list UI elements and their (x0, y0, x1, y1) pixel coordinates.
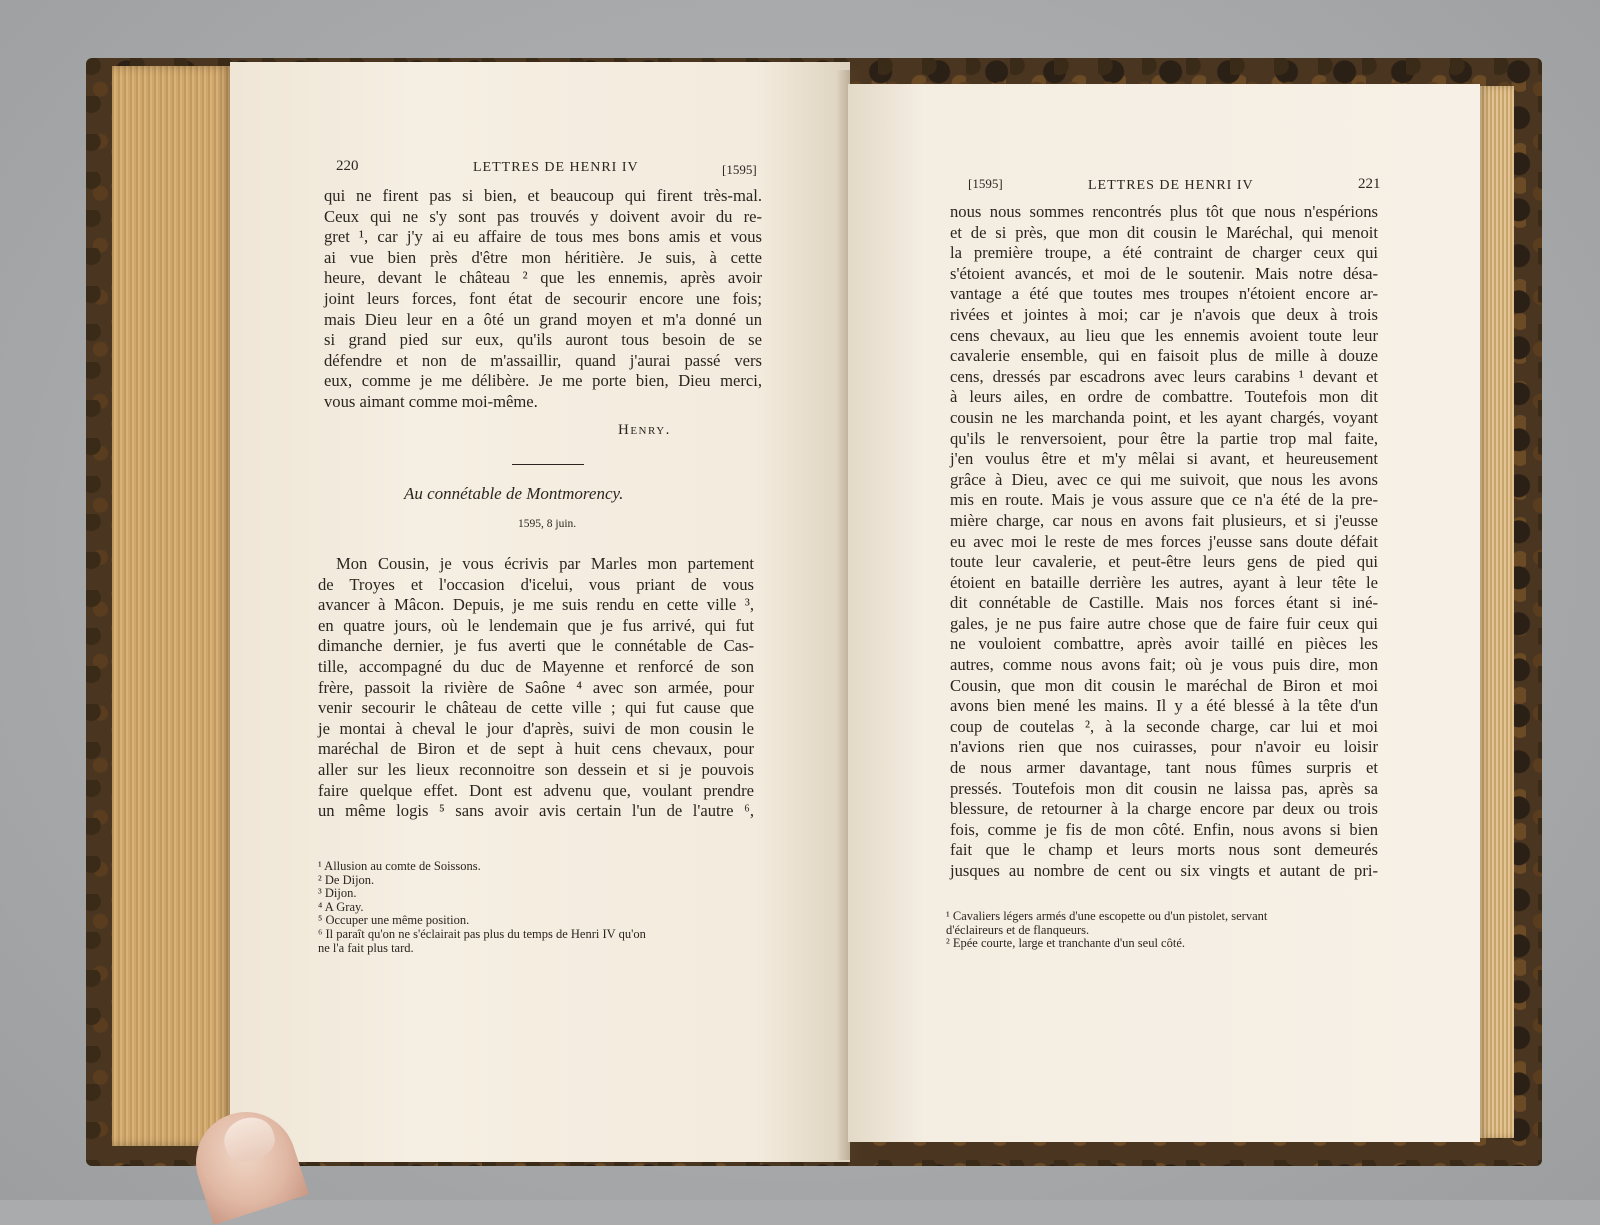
running-head: LETTRES DE HENRI IV (473, 160, 639, 175)
year-bracket: [1595] (722, 162, 757, 177)
text-line: toute leur cavalerie, et peut-être leurs gens de pied qui (950, 552, 1378, 572)
text-line: fait que le champ et leurs morts nous sont demeurés (950, 840, 1378, 860)
text-line: gales, je ne pus faire autre chose que de faire fuir ceux qui (950, 613, 1378, 633)
text-line: eux, comme je me délibère. Je me porte bien, Dieu merci, (324, 371, 762, 391)
footnote: ⁶ Il paraît qu'on ne s'éclairait pas plus du temps de Henri IV qu'on (318, 926, 646, 941)
text-line: mière charge, car nous en avons fait plusieurs, et si j'eusse (950, 510, 1378, 530)
text-line: qu'ils le renversoient, pour être la partie trop mal faite, (950, 428, 1378, 448)
text-line: s'étoient avancés, et moi de le soutenir. Mais notre désa- (950, 263, 1378, 283)
footnote: ³ Dijon. (318, 886, 357, 901)
text-line: nous nous sommes rencontrés plus tôt que nous n'espérions (950, 202, 1378, 221)
text-line: avancer à Mâcon. Depuis, je me suis rendu en cette ville ³, (318, 595, 754, 615)
text-line: aller sur les lieux reconnoitre son dessein et si je pouvois (318, 759, 754, 779)
page-number: 220 (336, 158, 359, 174)
right-page-block-edge (1478, 86, 1514, 1138)
text-line: coup de coutelas ², à la seconde charge, car lui et moi (950, 716, 1378, 736)
page-number: 221 (1358, 176, 1381, 192)
text-line: fois, comme je fis de mon côté. Enfin, nous avons si bien (950, 819, 1378, 839)
text-line: et de si près, que mon dit cousin le Maréchal, qui menoit (950, 222, 1378, 242)
footnote: ² De Dijon. (318, 872, 375, 887)
text-line: jusques au nombre de cent ou six vingts et autant de pri- (950, 861, 1378, 880)
letter-date: 1595, 8 juin. (518, 518, 577, 530)
text-line: la première troupe, a été contraint de charger ceux qui (950, 243, 1378, 263)
footnotes (318, 860, 758, 955)
text-line: joint leurs forces, font état de secourir encore une fois; (324, 288, 762, 308)
text-line: ai vue bien près d'être mon héritière. Je suis, à cette (324, 247, 762, 267)
text-line: en quatre jours, où le lendemain que je fus arrivé, qui fut (318, 615, 754, 635)
text-line: défendre et non de m'assaillir, quand j'aurai passé vers (324, 350, 762, 370)
text-line: j'en voulus être et m'y mêlai si avant, et heureusement (950, 449, 1378, 469)
footnote: ⁵ Occuper une même position. (318, 913, 470, 928)
footnote: d'éclaireurs et de flanqueurs. (946, 922, 1090, 937)
right-page (848, 84, 1480, 1142)
text-line: pressés. Toutefois mon dit cousin ne laissa pas, après sa (950, 778, 1378, 798)
text-line: à leurs ailes, en ordre de combattre. Toutefois mon dit (950, 387, 1378, 407)
text-line: un même logis ⁵ sans avoir avis certain l'un de l'autre ⁶, (318, 801, 754, 821)
footnote: ¹ Cavaliers légers armés d'une escopette ou d'un pistolet, servant (946, 909, 1268, 923)
text-line: avons bien mené les mains. Il y a été blessé à la tête d'un (950, 696, 1378, 716)
letter-ending-text (324, 186, 762, 413)
footnote: ² Epée courte, large et tranchante d'un seul côté. (946, 936, 1185, 951)
signature: Henry. (618, 422, 671, 438)
text-line: maréchal de Biron et de sept à huit cens chevaux, pour (318, 739, 754, 759)
text-line: ne vouloient combattre, après avoir taillé en pièces les (950, 634, 1378, 654)
text-line: si grand pied sur eux, qu'ils auront tous besoin de se (324, 330, 762, 350)
text-line: n'avions rien que nos cuirasses, pour n'avoir eu loisir (950, 737, 1378, 757)
text-line: faire quelque effet. Dont est advenu que, voulant prendre (318, 780, 754, 800)
text-line: gret ¹, car j'y ai eu affaire de tous mes bons amis et vous (324, 227, 762, 247)
footnote: ne l'a fait plus tard. (318, 940, 414, 955)
footnotes (946, 910, 1378, 951)
text-line: autres, comme nous avons fait; où je vous puis dire, mon (950, 655, 1378, 675)
text-line: Cousin, que mon dit cousin le maréchal de Biron et moi (950, 675, 1378, 695)
text-line: vous aimant comme moi-même. (324, 391, 538, 411)
text-line: tille, accompagné du duc de Mayenne et renforcé de son (318, 656, 754, 676)
text-line: vantage a été que toutes mes troupes n'étoient encore ar- (950, 284, 1378, 304)
text-line: de nous armer davantage, tant nous fûmes surpris et (950, 758, 1378, 778)
text-line: cens chevaux, au lieu que les ennemis avoient toute leur (950, 325, 1378, 345)
letter-heading: Au connétable de Montmorency. (404, 484, 624, 503)
text-line: étoient en bataille derrière les autres, ayant à leur tête le (950, 572, 1378, 592)
text-line: mais Dieu leur en a ôté un grand moyen et m'a donné un (324, 309, 762, 329)
running-head: LETTRES DE HENRI IV (1088, 178, 1254, 193)
text-line: Ceux qui ne s'y sont pas trouvés y doivent avoir du re- (324, 206, 762, 226)
left-page-block-edge (112, 66, 232, 1146)
text-line: eu avec moi le reste de mes forces j'eusse sans doute défait (950, 531, 1378, 551)
year-bracket: [1595] (968, 176, 1003, 191)
text-line: mis en route. Mais je vous assure que ce n'a été de la pre- (950, 490, 1378, 510)
text-line: blessure, de retourner à la charge encore par deux ou trois (950, 799, 1378, 819)
text-line: cousin ne les marchanda point, et les ayant chargés, voyant (950, 407, 1378, 427)
footnote: ⁴ A Gray. (318, 899, 364, 914)
text-line: heure, devant le château ² que les ennemis, après avoir (324, 268, 762, 288)
text-line: rivées et jointes à moi; car je n'avois que deux à trois (950, 304, 1378, 324)
text-line: de Troyes et l'occasion d'icelui, vous priant de vous (318, 574, 754, 594)
text-line: Mon Cousin, je vous écrivis par Marles mon partement (336, 554, 754, 573)
text-line: dimanche dernier, je fus averti que le connétable de Cas- (318, 636, 754, 656)
text-line: grâce à Dieu, avec ce qui me suivoit, que nous les avons (950, 469, 1378, 489)
letter-body-text (318, 554, 754, 822)
letter-body-text (950, 202, 1378, 882)
text-line: cens, dressés par escadrons avec leurs carabins ¹ devant et (950, 366, 1378, 386)
section-divider (512, 464, 584, 465)
text-line: je montai à cheval le jour d'après, suivi de mon cousin le (318, 718, 754, 738)
text-line: frère, passoit la rivière de Saône ⁴ avec son armée, pour (318, 677, 754, 697)
text-line: dit connétable de Castille. Mais nos forces étant si iné- (950, 593, 1378, 613)
text-line: venir secourir le château de cette ville ; qui fut cause que (318, 698, 754, 718)
text-line: qui ne firent pas si bien, et beaucoup qui firent très-mal. (324, 186, 762, 205)
left-page (230, 62, 850, 1162)
text-line: cavalerie ensemble, qui en faisoit plus de mille à douze (950, 346, 1378, 366)
footnote: ¹ Allusion au comte de Soissons. (318, 859, 481, 873)
